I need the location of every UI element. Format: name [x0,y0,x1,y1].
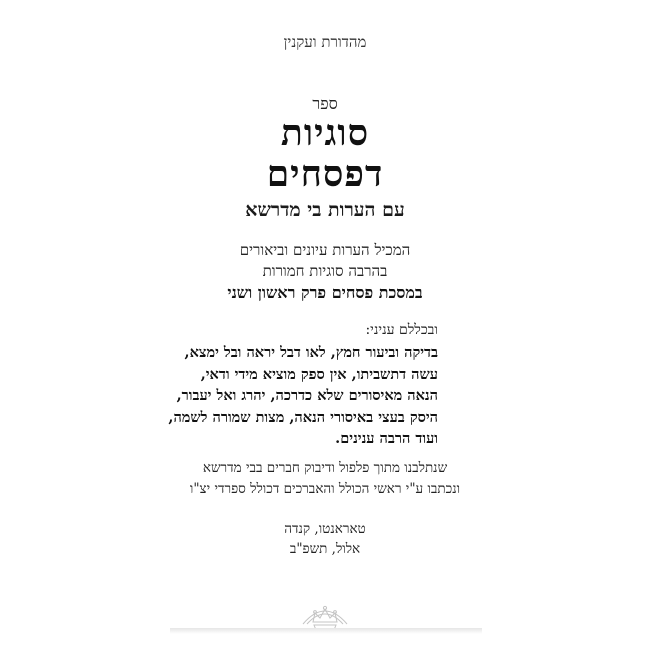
topic-line: היסק בעצי באיסורי הנאה, מצות שמורה לשמה, [168,408,438,426]
page-edge [170,628,482,634]
description-line-3: במסכת פסחים פרק ראשון ושני [227,283,423,302]
origin-line-1: שנתלבנו מתוך פלפול ודיבוק חברים בבי מדרשא [202,460,448,476]
publication-date: אלול, תשפ"ב [289,541,361,557]
book-subtitle: עם הערות בי מדרשא [245,199,405,221]
description-line-1: המכיל הערות עיונים וביאורים [239,241,411,259]
sefer-label: ספר [312,94,338,113]
topic-line: הנאה מאיסורים שלא כדרכה, יהרג ואל יעבור, [176,387,438,404]
origin-line-2: ונכתבו ע"י ראשי הכולל והאברכים דכולל ספרדי יצ"ו [189,481,461,497]
topics-heading: ובכללם עניני: [365,322,438,338]
book-title-line-2: דפסחים [266,153,384,195]
topic-line: עשה דתשביתו, אין ספק מוציא מידי ודאי, [200,365,438,383]
edition-label: מהדורת ועקנין [283,33,367,51]
publication-place: טאראנטו, קנדה [284,521,366,537]
topics-block [168,320,438,450]
topic-line: ועוד הרבה ענינים. [335,430,438,447]
description-line-2: בהרבה סוגיות חמורות [262,262,388,280]
book-title-line-1: סוגיות [280,112,370,154]
topic-line: בדיקה וביעור חמץ, לאו דבל יראה ובל ימצא, [184,344,438,361]
